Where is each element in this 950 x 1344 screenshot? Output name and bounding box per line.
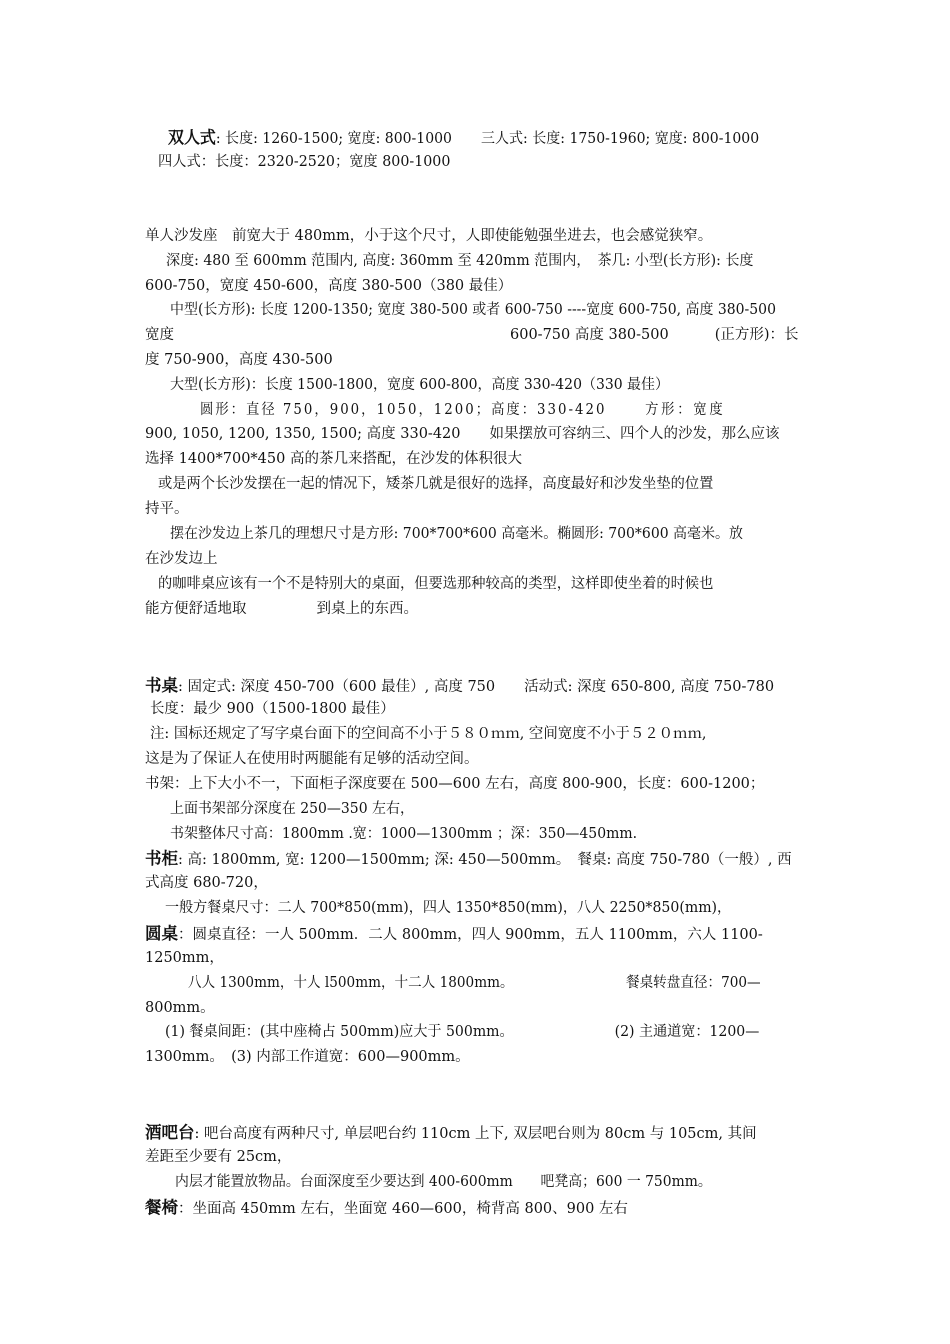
single-sofa-line-1: 单人沙发座 前宽大于 480mm，小于这个尺寸，人即使能勉强坐进去，也会感觉狭窄。: [145, 228, 713, 244]
single-sofa-line-4: 中型(长方形): 长度 1200-1350; 宽度 380-500 或者 600-750 ----宽度 600-750, 高度 380-500: [170, 302, 776, 318]
round-table-heading: 圆桌: [145, 924, 178, 943]
bar-line-2: 差距至少要有 25cm，: [145, 1149, 292, 1165]
chair-line-text: ：坐面高 450mm 左右，坐面宽 460—600，椅背高 800、900 左右: [178, 1201, 628, 1217]
bar-line-1-text: : 吧台高度有两种尺寸, 单层吧台约 110cm 上下, 双层吧台则为 80cm 与 105cm, 其间: [194, 1126, 757, 1142]
single-sofa-line-14: 在沙发边上: [145, 551, 218, 567]
single-sofa-line-16a: 能方便舒适地取: [145, 601, 247, 617]
single-sofa-line-8b: 方形：宽度: [645, 402, 726, 418]
round-table-line-3: [188, 971, 808, 996]
single-sofa-line-5: [145, 323, 807, 348]
chair-heading: 餐椅: [145, 1198, 178, 1217]
desk-line-2: 长度：最少 900（1500-1800 最佳）: [150, 701, 395, 717]
round-table-line-5: [165, 1020, 808, 1045]
bar-line-3: 内层才能置放物品。台面深度至少要达到 400-600mm 吧凳高；600 一 750mm。: [175, 1174, 712, 1190]
desk-line-4: 这是为了保证人在使用时两腿能有足够的活动空间。: [145, 751, 479, 767]
bookshelf-line-2: 上面书架部分深度在 250—350 左右，: [170, 801, 414, 817]
desk-line-1-text: : 固定式: 深度 450-700（600 最佳）, 高度 750 活动式: 深度 650-800, 高度 750-780: [178, 679, 775, 695]
single-sofa-line-13: 摆在沙发边上茶几的理想尺寸是方形: 700*700*600 高毫米。椭圆形: 700*600 高毫米。放: [170, 526, 743, 542]
sofa-double-heading: 双人式: [168, 128, 216, 147]
single-sofa-line-3: 600-750，宽度 450-600，高度 380-500（380 最佳）: [145, 278, 513, 294]
single-sofa-line-2: 深度: 480 至 600mm 范围内, 高度: 360mm 至 420mm 范围内， 茶几: 小型(长方形): 长度: [166, 253, 754, 269]
bar-line-1: [145, 1120, 807, 1147]
single-sofa-line-6: 度 750-900，高度 430-500: [145, 352, 333, 368]
sofa-line-1: [168, 125, 808, 152]
single-sofa-line-16b: 到桌上的东西。: [316, 601, 418, 617]
single-sofa-line-11: 或是两个长沙发摆在一起的情况下，矮茶几就是很好的选择，高度最好和沙发坐垫的位置: [158, 476, 714, 492]
bookcase-line-1-text: : 高: 1800mm, 宽: 1200—1500mm; 深: 450—500mm。 餐桌: 高度 750-780（一般）, 西: [178, 852, 792, 868]
single-sofa-line-8: [200, 398, 808, 423]
single-sofa-line-5b: 600-750 高度 380-500: [510, 327, 669, 343]
round-table-line-6: 1300mm。 (3) 内部工作道宽：600—900mm。: [145, 1049, 470, 1065]
single-sofa-line-15: 的咖啡桌应该有一个不是特别大的桌面，但要选那种较高的类型，这样即使坐着的时候也: [158, 576, 714, 592]
single-sofa-line-10: 选择 1400*700*450 高的茶几来搭配，在沙发的体积很大: [145, 451, 522, 467]
single-sofa-line-12: 持平。: [145, 501, 189, 517]
desk-line-1: [145, 673, 807, 700]
sofa-double-text: : 长度: 1260-1500; 宽度: 800-1000: [215, 131, 452, 147]
single-sofa-line-9: 900, 1050, 1200, 1350, 1500; 高度 330-420 如果摆放可容纳三、四个人的沙发，那么应该: [145, 426, 780, 442]
sofa-triple-text: 三人式: 长度: 1750-1960; 宽度: 800-1000: [480, 131, 760, 147]
round-table-line-2: 1250mm，: [145, 950, 224, 966]
bookcase-heading: 书柜: [145, 849, 178, 868]
bookshelf-line-1: 书架：上下大小不一，下面柜子深度要在 500—600 左右，高度 800-900，长度：600-1200；: [145, 776, 765, 792]
round-table-line-5a: (1) 餐桌间距：(其中座椅占 500mm)应大于 500mm。: [165, 1024, 514, 1040]
single-sofa-line-7: 大型(长方形)：长度 1500-1800，宽度 600-800，高度 330-420（330 最佳）: [170, 377, 670, 393]
bookcase-line-1: [145, 846, 807, 873]
single-sofa-line-5c: (正方形)：长: [714, 327, 799, 343]
chair-line: [145, 1195, 807, 1222]
bookcase-line-2: 式高度 680-720，: [145, 875, 268, 891]
single-sofa-line-8a: 圆形：直径 750，900，1050，1200；高度：330-420: [200, 402, 607, 418]
bookcase-line-3: 一般方餐桌尺寸：二人 700*850(mm)，四人 1350*850(mm)，八人 2250*850(mm)，: [165, 900, 732, 916]
sofa-quad-text: 四人式：长度：2320-2520；宽度 800-1000: [158, 154, 451, 170]
round-table-line-4: 800mm。: [145, 1000, 215, 1016]
round-table-line-3a: 八人 1300mm，十人 l500mm，十二人 1800mm。: [188, 975, 514, 991]
single-sofa-line-5a: 宽度: [145, 327, 174, 343]
bar-heading: 酒吧台: [145, 1123, 195, 1142]
round-table-line-5b: (2) 主通道宽：1200—: [614, 1024, 760, 1040]
round-table-line-3b: 餐桌转盘直径：700—: [626, 975, 761, 991]
desk-line-3: 注: 国标还规定了写字桌台面下的空间高不小于５８０ｍｍ, 空间宽度不小于５２０ｍｍ,: [150, 726, 707, 742]
single-sofa-line-16: [145, 597, 807, 622]
round-table-line-1-text: ：圆桌直径：一人 500mm．二人 800mm，四人 900mm，五人 1100mm，六人 1100-: [178, 927, 763, 943]
bookshelf-line-3: 书架整体尺寸高：1800mm .宽：1000—1300mm ；深：350—450mm.: [170, 826, 638, 842]
round-table-line-1: [145, 921, 807, 948]
desk-heading: 书桌: [145, 676, 178, 695]
